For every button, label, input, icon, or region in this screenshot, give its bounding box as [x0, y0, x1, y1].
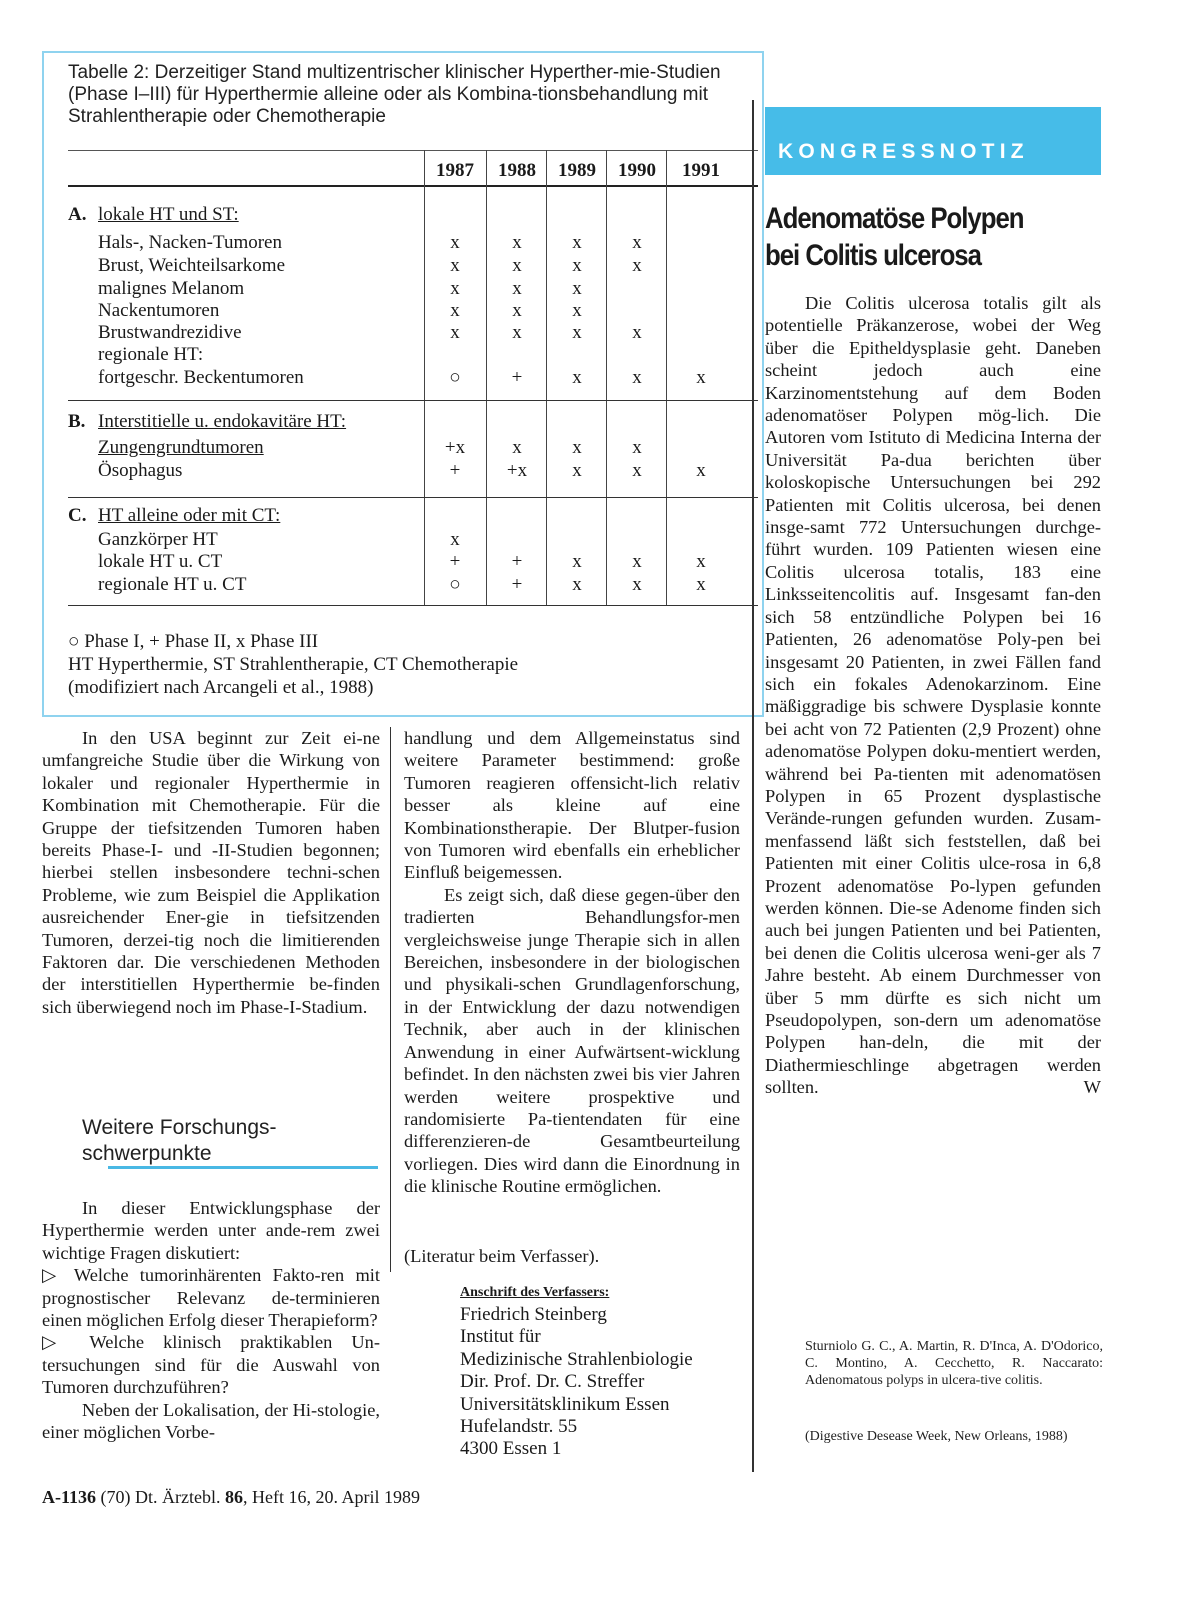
- author-address: [460, 1304, 693, 1461]
- cell: x: [450, 322, 460, 343]
- cell: x: [512, 255, 522, 276]
- row-label: Ösophagus: [98, 460, 183, 481]
- table-row: [0, 299, 760, 322]
- table-row: [0, 436, 760, 459]
- cell: x: [572, 232, 582, 253]
- address-line: Universitätsklinikum Essen: [460, 1393, 670, 1415]
- row-label: Hals-, Nacken-Tumoren: [98, 232, 282, 253]
- row-label: Brust, Weichteilsarkome: [98, 255, 286, 276]
- year-header: 1987: [436, 160, 474, 181]
- section-title: lokale HT und ST:: [98, 204, 239, 225]
- row-label: Ganzkörper HT: [98, 529, 218, 550]
- cell: x: [696, 551, 706, 572]
- cell: x: [572, 300, 582, 321]
- address-line: Hufelandstr. 55: [460, 1416, 578, 1438]
- table-row: [0, 528, 760, 551]
- section-b-heading: [0, 410, 760, 433]
- section-title: Interstitielle u. endokavitäre HT:: [98, 411, 347, 432]
- table-row: [0, 321, 760, 344]
- page-footer: [42, 1487, 420, 1508]
- row-label: regionale HT u. CT: [98, 574, 247, 595]
- table-row: [0, 277, 760, 300]
- cell: x: [632, 551, 642, 572]
- paragraph: In den USA beginnt zur Zeit ei-ne umfangreiche Studie über die Wirkung von lokaler und regionaler Hyperthermie in Kombination mit Chemotherapie. Für die Gruppe der tiefsitzenden Tumoren haben bereits Phase-I- und -II-Studien begonnen; hierbei stellen insbesondere techni-schen Probleme, wie zum Beispiel die Applikation ausreichender Ener-gie in tiefsitzenden Tumoren, derzei-tig noch die limitierenden Faktoren dar. Die verschiedenen Methoden der interstitiellen Hyperthermie be-finden sich überwiegend noch im Phase-I-Stadium.: [42, 728, 380, 1017]
- cell: +: [449, 460, 461, 481]
- cell: +: [511, 551, 523, 572]
- cell: x: [572, 574, 582, 595]
- article-column-1: [42, 727, 380, 1018]
- cell: x: [632, 322, 642, 343]
- row-label: malignes Melanom: [98, 278, 245, 299]
- paragraph: [765, 292, 1101, 1099]
- cell: x: [450, 529, 460, 550]
- section-rule: [68, 400, 758, 401]
- cell: x: [512, 300, 522, 321]
- sidebar-headline: Adenomatöse Polypen bei Colitis ulcerosa: [765, 202, 1024, 272]
- table-row: [0, 254, 760, 277]
- volume: 86: [224, 1487, 243, 1507]
- table-row: [0, 343, 760, 366]
- cell: +: [511, 574, 523, 595]
- table-row: [0, 231, 760, 254]
- cell: x: [696, 367, 706, 388]
- cell: x: [450, 300, 460, 321]
- cell: x: [632, 232, 642, 253]
- cell: x: [572, 322, 582, 343]
- section-subheading: Weitere Forschungs-schwerpunkte: [82, 1116, 277, 1165]
- legend-line: (modifiziert nach Arcangeli et al., 1988): [68, 677, 374, 698]
- table-caption: Tabelle 2: Derzeitiger Stand multizentrischer klinischer Hyperther-mie-Studien (Phase I–III) für Hyperthermie alleine oder als Kombina-tionsbehandlung mit Strahlentherapie oder Chemotherapie: [68, 62, 721, 127]
- signature: W: [1083, 1077, 1101, 1098]
- citation-rest: , Heft 16, 20. April 1989: [242, 1487, 420, 1507]
- legend-line: ○ Phase I, + Phase II, x Phase III: [68, 631, 319, 652]
- cell: x: [512, 232, 522, 253]
- row-label: regionale HT:: [98, 344, 204, 365]
- table-legend: [68, 630, 748, 699]
- paragraph: Es zeigt sich, daß diese gegen-über den tradierten Behandlungsfor-men vergleichsweise junge Therapie sich in allen Bereichen, insbesondere in der biologischen und physikali-schen Grundlagenforschung, in der Entwicklung der dazu notwendigen Technik, aber auch in der klinischen Anwendung in einer Aufwärtsent-wicklung befindet. In den nächsten zwei bis vier Jahren werden weitere prospektive und randomisierte Pa-tientendaten für eine differenzieren-de Gesamtbeurteilung vorliegen. Dies wird dann die Einordnung in die klinische Routine ermöglichen.: [404, 884, 741, 1197]
- cell: +x: [444, 437, 466, 458]
- section-letter: A.: [68, 204, 87, 225]
- address-line: Medizinische Strahlenbiologie: [460, 1348, 693, 1370]
- cell: ○: [449, 574, 461, 595]
- table-row: [0, 366, 760, 389]
- cell: x: [696, 574, 706, 595]
- cell: x: [632, 437, 642, 458]
- sidebar-body: [765, 292, 1101, 1099]
- year-header: 1988: [498, 160, 536, 181]
- header-rule: [68, 185, 758, 187]
- cell: +x: [506, 460, 528, 481]
- cell: x: [632, 255, 642, 276]
- paragraph: handlung und dem Allgemeinstatus sind weitere Parameter bestimmend: große Tumoren reagieren offensicht-lich relativ besser als kleine auf eine Kombinationstherapie. Der Blutper-fusion von Tumoren wird ebenfalls ein erheblicher Einfluß beigemessen.: [404, 728, 740, 883]
- question-item: ▷ Welche klinisch praktikablen Un-tersuchungen sind für die Auswahl von Tumoren durchzuführen?: [42, 1332, 380, 1398]
- year-header: 1990: [618, 160, 656, 181]
- paragraph: In dieser Entwicklungsphase der Hyperthermie werden unter ande-rem zwei wichtige Fragen diskutiert:: [42, 1198, 380, 1263]
- address-line: Institut für: [460, 1326, 541, 1348]
- address-line: Dir. Prof. Dr. C. Streffer: [460, 1371, 645, 1393]
- body-text: Die Colitis ulcerosa totalis gilt als potentielle Präkanzerose, wobei der Weg über die Epitheldysplasie geht. Daneben scheint jedoch auch eine Karzinomentstehung auf dem Boden adenomatöser Polypen mög-lich. Die Autoren vom Istituto di Medicina Interna der Universität Pa-dua berichten über koloskopische Untersuchungen bei 292 Patienten mit Colitis ulcerosa, bei denen insge-samt 772 Untersuchungen durchge-führt wurden. 109 Patienten wiesen eine Colitis ulcerosa totalis, 183 eine Linksseitencolitis auf. Insgesamt fan-den sich 58 entzündliche Polypen bei 16 Patienten, 26 adenomatöse Poly-pen bei insgesamt 20 Patienten, in zwei Fällen fand sich ein fokales Adenokarzinom. Eine mäßiggradige bis schwere Dysplasie konnte bei acht von 72 Patienten (2,9 Prozent) ohne adenomatöse Polypen doku-mentiert werden, während bei Pa-tienten mit adenomatösen Polypen in 65 Prozent dysplastische Verände-rungen gefunden wurden. Zusam-menfassend läßt sich feststellen, daß bei Patienten mit einer Colitis ulce-rosa in 6,8 Prozent adenomatöse Po-lypen gefunden werden können. Die-se Adenome finden sich auch bei jungen Patienten und bei Patienten, bei denen die Colitis ulcerosa weni-ger als 7 Jahre besteht. Ab einem Durchmesser von über 5 mm dürfte es sich nicht um Pseudopolypen, son-dern um adenomatöse Polypen han-deln, die mit der Diathermieschlinge abgetragen werden sollten.: [765, 293, 1101, 1098]
- row-label: lokale HT u. CT: [98, 551, 223, 572]
- cell: x: [632, 574, 642, 595]
- cell: x: [572, 551, 582, 572]
- section-letter: B.: [68, 411, 86, 432]
- cell: +: [511, 367, 523, 388]
- address-label: Anschrift des Verfassers:: [460, 1285, 610, 1300]
- cell: x: [450, 232, 460, 253]
- table-row: [0, 550, 760, 573]
- cell: +: [449, 551, 461, 572]
- paragraph: Neben der Lokalisation, der Hi-stologie, einer möglichen Vorbe-: [42, 1399, 380, 1443]
- legend-line: HT Hyperthermie, ST Strahlentherapie, CT Chemotherapie: [68, 654, 519, 675]
- cell: x: [450, 255, 460, 276]
- banner-label: KONGRESSNOTIZ: [778, 140, 1029, 163]
- row-label: Zungengrundtumoren: [98, 437, 264, 458]
- reference: Sturniolo G. C., A. Martin, R. D'Inca, A. D'Odorico, C. Montino, A. Cecchetto, R. Naccarato: Adenomatous polyps in ulcera-tive colitis.: [805, 1339, 1103, 1388]
- row-label: Nackentumoren: [98, 300, 220, 321]
- cell: x: [696, 460, 706, 481]
- cell: x: [632, 460, 642, 481]
- caption-rule: [68, 150, 758, 151]
- question-item: ▷ Welche tumorinhärenten Fakto-ren mit prognostischer Relevanz de-terminieren einen möglichen Erfolg dieser Therapieform?: [42, 1265, 380, 1331]
- section-c-heading: [0, 504, 760, 527]
- cell: x: [632, 367, 642, 388]
- sidebar-divider: [752, 100, 754, 1472]
- reference-source: (Digestive Desease Week, New Orleans, 1988): [805, 1429, 1068, 1444]
- section-letter: C.: [68, 505, 87, 526]
- section-rule: [68, 497, 758, 498]
- address-line: 4300 Essen 1: [460, 1438, 562, 1460]
- cell: ○: [449, 367, 461, 388]
- row-label: fortgeschr. Beckentumoren: [98, 367, 304, 388]
- section-title: HT alleine oder mit CT:: [98, 505, 281, 526]
- cell: x: [572, 437, 582, 458]
- table-row: [0, 573, 760, 596]
- column-divider: [390, 727, 391, 1272]
- section-rule: [68, 605, 758, 606]
- section-a-heading: [0, 203, 760, 226]
- article-column-1-continued: [42, 1197, 380, 1443]
- subheading-rule: [108, 1166, 378, 1169]
- cell: x: [572, 278, 582, 299]
- year-header: 1991: [682, 160, 720, 181]
- year-header: 1989: [558, 160, 596, 181]
- cell: x: [512, 437, 522, 458]
- row-label: Brustwandrezidive: [98, 322, 242, 343]
- article-column-2: [404, 727, 740, 1198]
- cell: x: [572, 255, 582, 276]
- address-line: Friedrich Steinberg: [460, 1304, 607, 1325]
- literature-note: (Literatur beim Verfasser).: [404, 1246, 600, 1266]
- cell: x: [512, 322, 522, 343]
- table-row: [0, 459, 760, 482]
- cell: x: [572, 367, 582, 388]
- cell: x: [572, 460, 582, 481]
- citation: (70) Dt. Ärztebl.: [100, 1487, 221, 1507]
- cell: x: [512, 278, 522, 299]
- page-number: A-1136: [42, 1487, 96, 1507]
- cell: x: [450, 278, 460, 299]
